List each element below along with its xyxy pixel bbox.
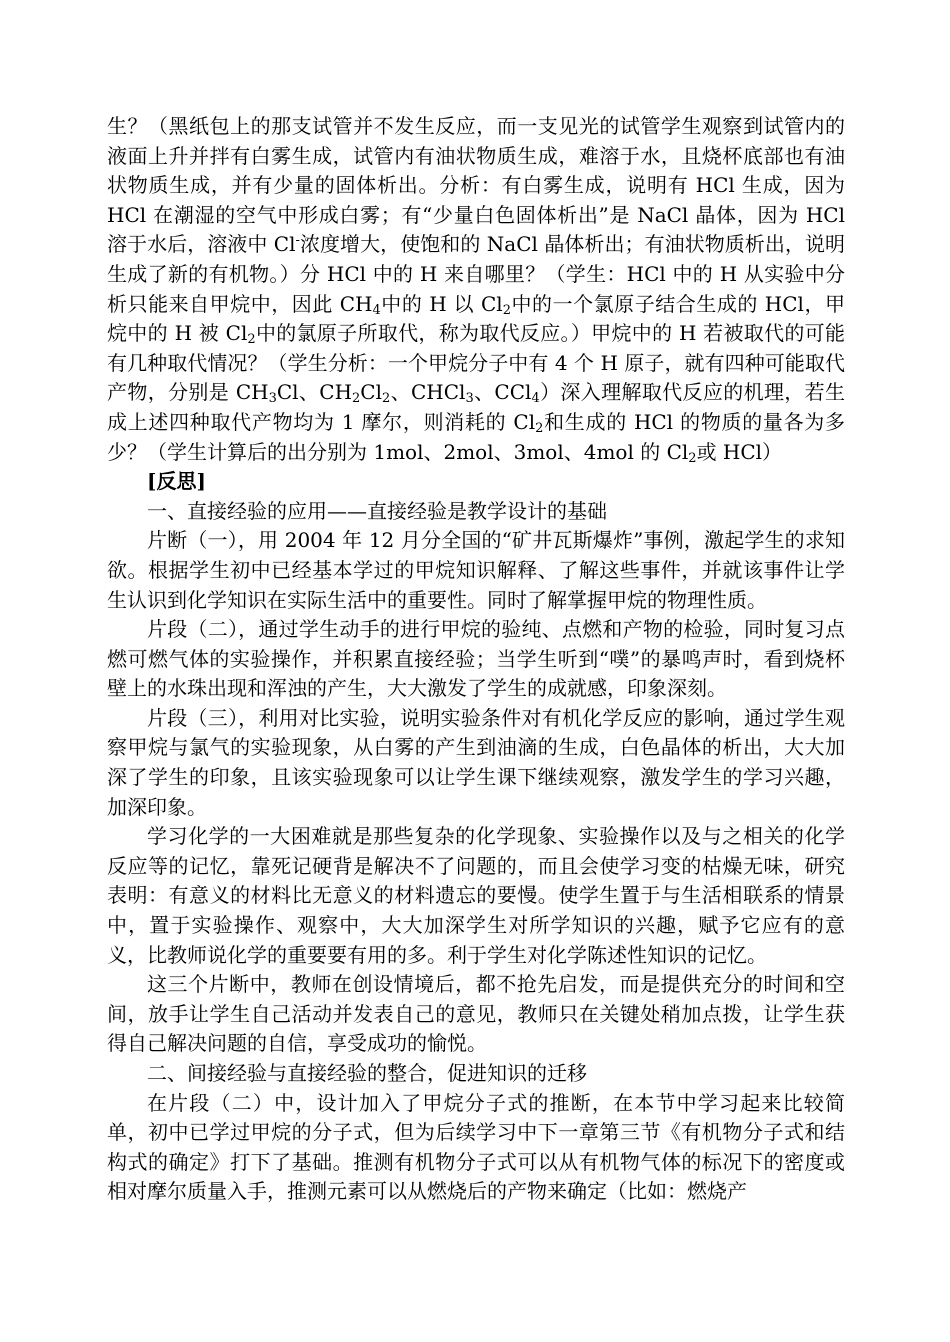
paragraph-learning-difficulty: 学习化学的一大困难就是那些复杂的化学现象、实验操作以及与之相关的化学反应等的记忆，靠死记硬背是解决不了问题的，而且会使学习变的枯燥无味，研究表明：有意义的材料比无意义的材料遗忘的要慢。使学生置于与生活相联系的情景中，置于实验操作、观察中，大大加深学生对所学知识的兴趣，赋予它应有的意义，比教师说化学的重要要有用的多。利于学生对化学陈述性知识的记忆。	[107, 824, 845, 967]
paragraph-continued-experiment: 生？（黑纸包上的那支试管并不发生反应，而一支见光的试管学生观察到试管内的液面上升并拌有白雾生成，试管内有油状物质生成，难溶于水，且烧杯底部也有油状物质生成，并有少量的固体析出。分析：有白雾生成，说明有 HCl 生成，因为 HCl 在潮湿的空气中形成白雾；有“少量白色固体析出”是 NaCl 晶体，因为 HCl 溶于水后，溶液中 Cl-浓度增大，使饱和的 NaCl 晶体析出；有油状物质析出，说明生成了新的有机物。）分 HCl 中的 H 来自哪里？（学生：HCl 中的 H 从实验中分析只能来自甲烷中，因此 $CH_4$中的 H 以 $Cl_2$中的一个氯原子结合生成的 HCl，甲烷中的 H 被 $Cl_2$中的氯原子所取代，称为取代反应。）甲烷中的 H 若被取代的可能有几种取代情况？（学生分析：一个甲烷分子中有 4 个 H 原子，就有四种可能取代产物，分别是 $CH_3Cl$、$CH_2Cl_2$、CHCl$_3$、CCl$_4$）深入理解取代反应的机理，若生成上述四种取代产物均为 1 摩尔，则消耗的 $Cl_2$和生成的 HCl 的物质的量各为多少？（学生计算后的出分别为 1mol、2mol、3mol、4mol 的 $Cl_2$或 HCl）	[107, 114, 846, 466]
paragraph-three-segments-summary: 这三个片断中，教师在创设情境后，都不抢先启发，而是提供充分的时间和空间，放手让学生自己活动并发表自己的意见，教师只在关键处稍加点拨，让学生获得自己解决问题的自信，享受成功的愉悦。	[107, 972, 845, 1056]
document-page	[107, 112, 845, 1207]
section-heading-reflection: [反思]	[147, 469, 206, 494]
subheading-direct-experience: 一、直接经验的应用——直接经验是教学设计的基础	[147, 498, 607, 523]
paragraph-segment-two: 片段（二），通过学生动手的进行甲烷的验纯、点燃和产物的检验，同时复习点燃可燃气体的实验操作，并积累直接经验；当学生听到“噗”的暴鸣声时，看到烧杯壁上的水珠出现和浑浊的产生，大大激发了学生的成就感，印象深刻。	[107, 617, 845, 701]
paragraph-segment-three: 片段（三），利用对比实验，说明实验条件对有机化学反应的影响，通过学生观察甲烷与氯气的实验现象，从白雾的产生到油滴的生成，白色晶体的析出，大大加深了学生的印象，且该实验现象可以让学生课下继续观察，激发学生的学习兴趣，加深印象。	[107, 705, 845, 819]
paragraph-segment-one: 片断（一），用 2004 年 12 月分全国的“矿井瓦斯爆炸”事例，激起学生的求知欲。根据学生初中已经基本学过的甲烷知识解释、了解这些事件，并就该事件让学生认识到化学知识在实际生活中的重要性。同时了解掌握甲烷的物理性质。	[107, 528, 845, 612]
paragraph-molecular-formula: 在片段（二）中，设计加入了甲烷分子式的推断，在本节中学习起来比较简单，初中已学过甲烷的分子式，但为后续学习中下一章第三节《有机物分子式和结构式的确定》打下了基础。推测有机物分子式可以从有机物气体的标况下的密度或相对摩尔质量入手，推测元素可以从燃烧后的产物来确定（比如：燃烧产	[107, 1090, 845, 1204]
subheading-indirect-experience: 二、间接经验与直接经验的整合，促进知识的迁移	[147, 1061, 587, 1085]
